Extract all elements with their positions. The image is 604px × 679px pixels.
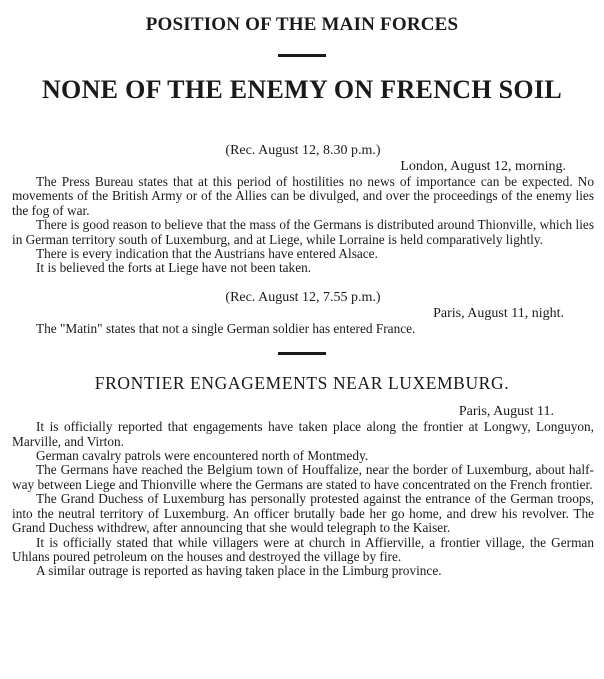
dateline: Paris, August 11.	[458, 404, 554, 420]
paragraph: The Press Bureau states that at this period of hostilities no news of importance can be expected. No movements of the British Army or of the Allies can be divulged, and over the proceedings of the enemy lies the fog of war.	[12, 174, 594, 218]
paragraph: It is believed the forts at Liege have not been taken.	[36, 260, 312, 276]
paragraph: The Grand Duchess of Luxemburg has personally protested against the entrance of the German troops, into the neutral territory of Luxemburg. An officer brutally bade her go home, and drew his revolver. The Grand Duchess withdrew, after announcing that she would telegraph to the Kaiser.	[12, 491, 594, 536]
paragraph: There is good reason to believe that the mass of the Germans is distributed around Thionville, which lies in German territory south of Luxemburg, and at Liege, while Lorraine is held comparatively lightly.	[12, 217, 594, 247]
spacer	[0, 355, 604, 373]
paragraph: There is every indication that the Austrians have entered Alsace.	[36, 246, 378, 262]
paragraph: It is officially stated that while villagers were at church in Affierville, a frontier village, the German Uhlans poured petroleum on the houses and destroyed the village by fire.	[12, 534, 594, 564]
paragraph: German cavalry patrols were encountered north of Montmedy.	[36, 448, 369, 464]
section-title: POSITION OF THE MAIN FORCES	[145, 14, 459, 35]
frontier-report	[0, 404, 604, 578]
paragraph: The "Matin" states that not a single German soldier has entered France.	[36, 320, 416, 336]
received-time: (Rec. August 12, 8.30 p.m.)	[225, 143, 381, 158]
dispatch-paris	[0, 290, 604, 336]
received-time: (Rec. August 12, 7.55 p.m.)	[225, 289, 381, 305]
subsection-title: FRONTIER ENGAGEMENTS NEAR LUXEMBURG.	[94, 373, 510, 394]
divider-rule	[278, 54, 326, 57]
spacer	[0, 276, 604, 290]
spacer	[0, 394, 604, 404]
dateline: Paris, August 11, night.	[433, 305, 564, 321]
dispatch-london	[0, 143, 604, 276]
headline: NONE OF THE ENEMY ON FRENCH SOIL	[41, 75, 563, 104]
paragraph: It is officially reported that engagements have taken place along the frontier at Longwy, Longuyon, Marville, and Virton.	[12, 419, 594, 449]
dateline: London, August 12, morning.	[400, 159, 566, 174]
spacer	[0, 105, 604, 143]
paragraph: The Germans have reached the Belgium town of Houffalize, near the border of Luxemburg, about half-way between Liege and Thionville where the Germans are stated to have concentrated on the French frontier.	[12, 462, 594, 492]
paragraph: A similar outrage is reported as having taken place in the Limburg province.	[36, 563, 442, 579]
